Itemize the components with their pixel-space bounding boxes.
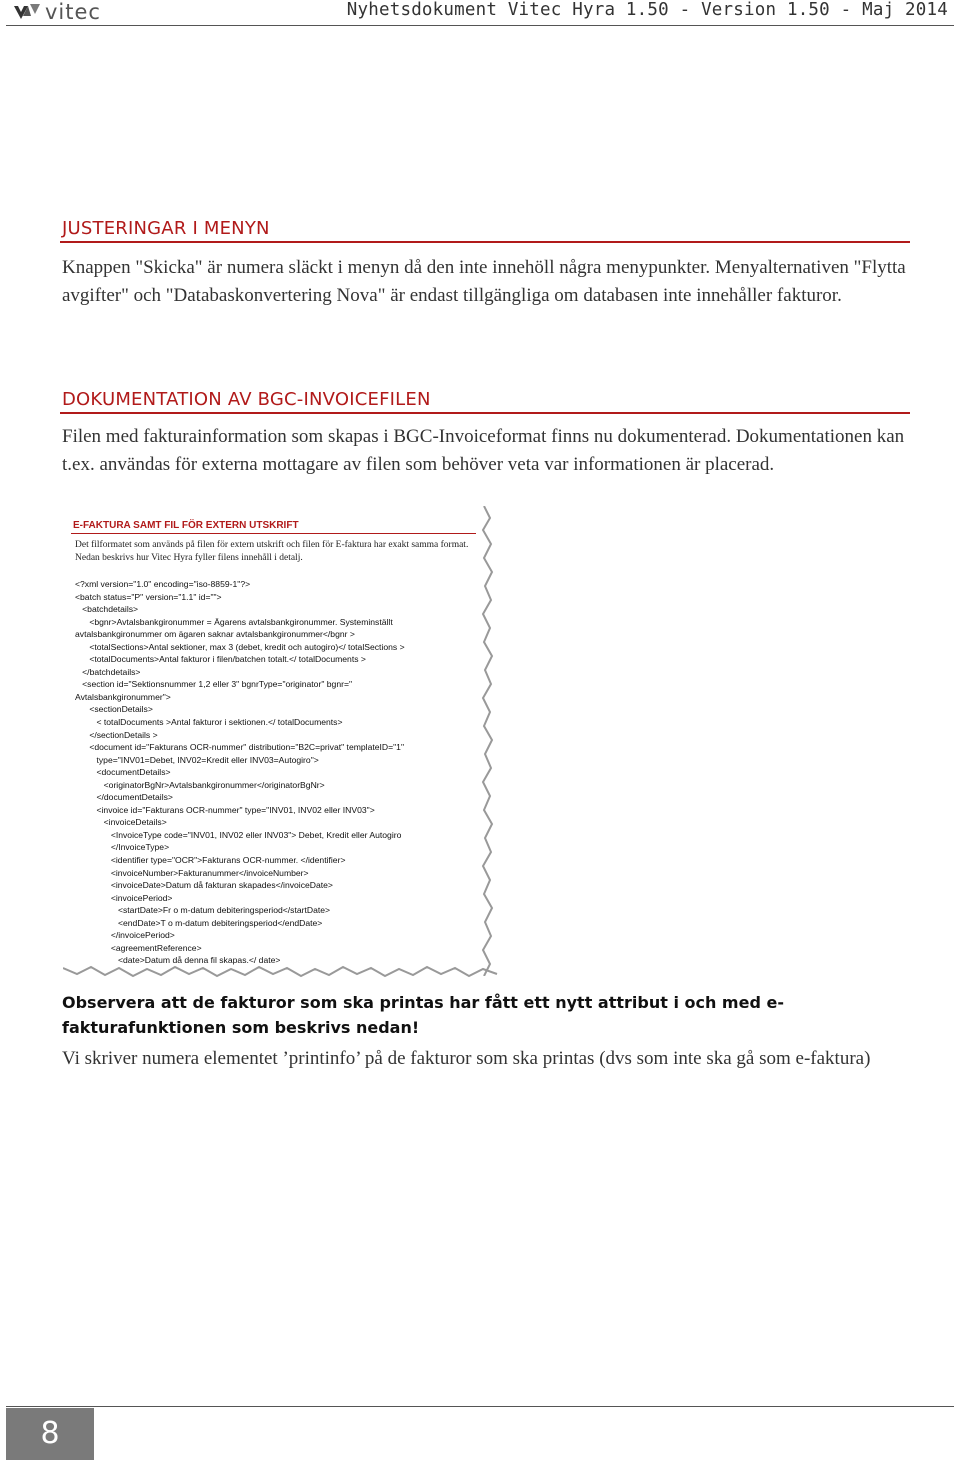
- xml-code-line: <totalSections>Antal sektioner, max 3 (debet, kredit och autogiro)</ totalSections >: [75, 641, 405, 652]
- section-heading-rule: [60, 412, 910, 414]
- document-title: Nyhetsdokument Vitec Hyra 1.50 - Version 1.50 - Maj 2014: [346, 0, 948, 20]
- xml-code-line: <batch status="P" version="1.1" id="">: [75, 591, 222, 602]
- header-divider: [6, 25, 954, 26]
- footer-divider: [6, 1406, 954, 1407]
- xml-code-line: <originatorBgNr>Avtalsbankgironummer</originatorBgNr>: [75, 779, 325, 790]
- section-body-menu: Knappen "Skicka" är numera släckt i menyn då den inte innehöll några menypunkter. Menyalternativen "Flytta avgifter" och "Databaskonvertering Nova" är endast tillgängliga om databasen inte innehåller fakturor.: [62, 257, 906, 306]
- xml-code-line: <agreementReference>: [75, 942, 202, 953]
- page-number: 8: [6, 1408, 94, 1460]
- section-body-bgc: Filen med fakturainformation som skapas i BGC-Invoiceformat finns nu dokumenterad. Dokumentationen kan t.ex. användas för externa mottagare av filen som behöver veta var informationen är placerad.: [62, 426, 905, 475]
- xml-excerpt-title-rule: [71, 533, 476, 534]
- important-note: Observera att de fakturor som ska printas har fått ett nytt attribut i och med e-fakturafunktionen som beskrivs nedan!: [62, 993, 784, 1037]
- xml-code-line: <totalDocuments>Antal fakturor i filen/batchen totalt.</ totalDocuments >: [75, 654, 366, 665]
- xml-excerpt-image: [63, 506, 488, 968]
- xml-code-line: </documentDetails>: [75, 792, 173, 803]
- xml-code-line: <identifier type="OCR">Fakturans OCR-nummer. </identifier>: [75, 855, 346, 866]
- xml-code-block: [75, 578, 485, 967]
- xml-code-line: avtalsbankgironummer om ägaren saknar avtalsbankgironummer</bgnr >: [75, 629, 355, 640]
- xml-code-line: <invoicePeriod>: [75, 892, 173, 903]
- xml-code-line: Avtalsbankgironummer">: [75, 691, 171, 702]
- xml-code-line: <endDate>T o m-datum debiteringsperiod</endDate>: [75, 917, 323, 928]
- section-heading-bgc: DOKUMENTATION AV BGC-INVOICEFILEN: [62, 389, 431, 410]
- xml-code-line: < totalDocuments >Antal fakturor i sektionen.</ totalDocuments>: [75, 717, 343, 728]
- xml-code-line: <batchdetails>: [75, 604, 139, 615]
- vitec-logo: [12, 0, 142, 24]
- xml-code-line: <document id="Fakturans OCR-nummer" distribution="B2C=privat" templateID="1": [75, 742, 405, 753]
- xml-code-line: <sectionDetails>: [75, 704, 153, 715]
- xml-code-line: <invoiceDetails>: [75, 817, 167, 828]
- xml-code-line: </sectionDetails >: [75, 729, 158, 740]
- xml-code-line: <documentDetails>: [75, 767, 171, 778]
- svg-text:vitec: vitec: [45, 0, 101, 24]
- xml-excerpt-title: E-FAKTURA SAMT FIL FÖR EXTERN UTSKRIFT: [73, 520, 299, 531]
- section-heading-menu: JUSTERINGAR I MENYN: [62, 218, 270, 239]
- xml-code-line: <startDate>Fr o m-datum debiteringsperiod</startDate>: [75, 905, 331, 916]
- xml-code-line: <invoiceNumber>Fakturanummer</invoiceNumber>: [75, 867, 309, 878]
- section-heading-rule: [60, 241, 910, 243]
- page-header: [0, 0, 960, 28]
- xml-code-line: <date>Datum då denna fil skapas.</ date>: [75, 955, 281, 966]
- xml-code-line: type="INV01=Debet, INV02=Kredit eller INV03=Autogiro">: [75, 754, 319, 765]
- xml-code-line: </invoicePeriod>: [75, 930, 175, 941]
- xml-code-line: <invoiceDate>Datum då fakturan skapades</invoiceDate>: [75, 880, 333, 891]
- final-paragraph: Vi skriver numera elementet ’printinfo’ på de fakturor som ska printas (dvs som inte ska gå som e-faktura): [62, 1048, 871, 1069]
- xml-code-line: <InvoiceType code="INV01, INV02 eller INV03"> Debet, Kredit eller Autogiro: [75, 829, 402, 840]
- xml-code-line: <bgnr>Avtalsbankgironummer = Ägarens avtalsbankgironummer. Systeminställt: [75, 616, 393, 627]
- xml-code-line: <section id="Sektionsnummer 1,2 eller 3" bgnrType="originator" bgnr=": [75, 679, 353, 690]
- xml-code-line: </InvoiceType>: [75, 842, 170, 853]
- xml-code-line: <?xml version="1.0" encoding="iso-8859-1"?>: [75, 579, 251, 589]
- vitec-logo-icon: [12, 0, 142, 24]
- xml-excerpt-description: Det filformatet som används på filen för extern utskrift och filen för E-faktura har exakt samma format. Nedan beskrivs hur Vitec Hyra fyller filens innehåll i detalj.: [75, 540, 469, 563]
- xml-code-line: </batchdetails>: [75, 666, 141, 677]
- xml-code-line: <invoice id="Fakturans OCR-nummer" type="INV01, INV02 eller INV03">: [75, 804, 375, 815]
